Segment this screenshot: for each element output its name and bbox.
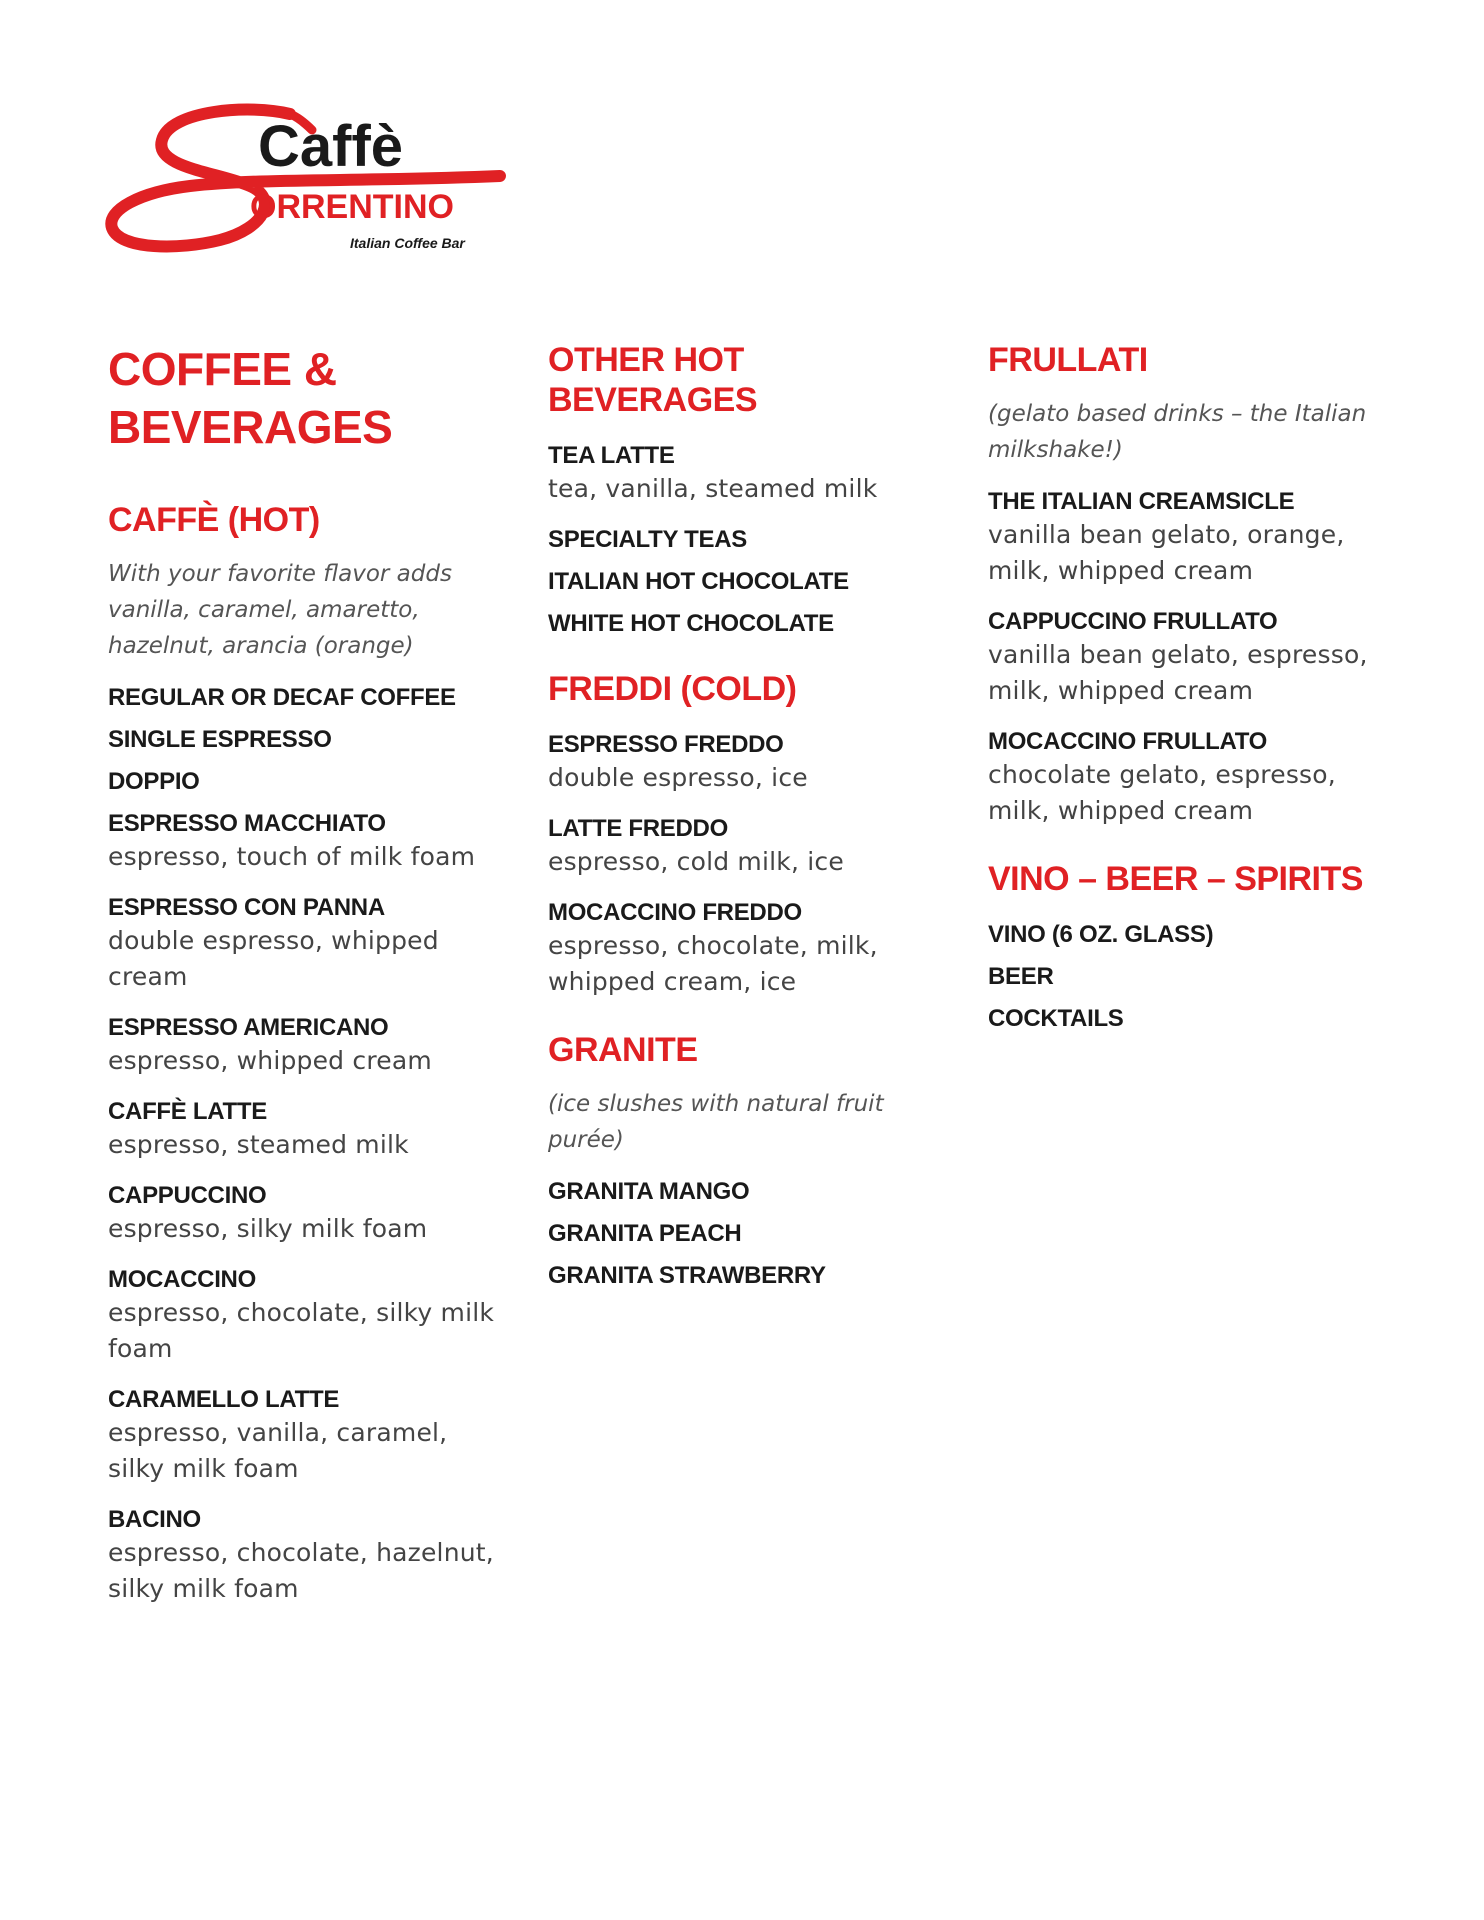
section-caffe-hot (108, 500, 508, 1607)
item-description: double espresso, ice (548, 763, 808, 792)
menu-item (108, 1504, 508, 1607)
item-name: DOPPIO (108, 768, 200, 795)
item-name: BEER (988, 963, 1054, 990)
menu-item (108, 1384, 508, 1487)
item-name: ESPRESSO CON PANNA (108, 894, 385, 921)
item-description: espresso, touch of milk foam (108, 842, 476, 871)
menu-item (108, 766, 508, 797)
menu-item (988, 1003, 1388, 1034)
section-title: VINO – BEER – SPIRITS (988, 860, 1363, 898)
item-name: GRANITA STRAWBERRY (548, 1262, 826, 1289)
item-name: MOCACCINO FRULLATO (988, 728, 1268, 755)
menu-item (548, 1260, 948, 1291)
menu-item (108, 1012, 508, 1079)
item-name: CAPPUCCINO (108, 1182, 267, 1209)
item-name: GRANITA PEACH (548, 1220, 742, 1247)
item-description: espresso, chocolate, silky milk foam (108, 1298, 495, 1363)
brand-logo (100, 100, 510, 270)
item-name: GRANITA MANGO (548, 1178, 750, 1205)
item-description: espresso, vanilla, caramel, silky milk foam (108, 1418, 448, 1483)
section-granite (548, 1030, 948, 1291)
section-note: (ice slushes with natural fruit purée) (548, 1091, 884, 1153)
menu-item (108, 724, 508, 755)
menu-item (548, 608, 948, 639)
item-name: CARAMELLO LATTE (108, 1386, 340, 1413)
page-title (108, 340, 508, 456)
item-description: espresso, steamed milk (108, 1130, 409, 1159)
section-vino-beer-spirits (988, 859, 1388, 1034)
item-description: espresso, chocolate, hazelnut, silky milk foam (108, 1538, 494, 1603)
item-description: espresso, whipped cream (108, 1046, 432, 1075)
section-title: FRULLATI (988, 341, 1148, 379)
menu-item (108, 892, 508, 995)
item-description: double espresso, whipped cream (108, 926, 439, 991)
menu-item (108, 808, 508, 875)
item-name: ESPRESSO AMERICANO (108, 1014, 389, 1041)
logo-graphic (100, 100, 510, 270)
item-name: WHITE HOT CHOCOLATE (548, 610, 834, 637)
menu-item (548, 813, 948, 880)
item-name: ESPRESSO FREDDO (548, 731, 784, 758)
item-description: chocolate gelato, espresso, milk, whipped cream (988, 760, 1336, 825)
page-title-line-1: COFFEE & (108, 343, 337, 395)
menu-column-2 (548, 340, 948, 1321)
section-other-hot-beverages (548, 340, 948, 639)
menu-item (988, 486, 1388, 589)
section-note: With your favorite flavor adds vanilla, caramel, amaretto, hazelnut, arancia (orange) (108, 561, 452, 659)
item-name: SPECIALTY TEAS (548, 526, 747, 553)
item-name: MOCACCINO (108, 1266, 256, 1293)
section-title: FREDDI (COLD) (548, 670, 797, 708)
item-description: espresso, cold milk, ice (548, 847, 844, 876)
item-description: tea, vanilla, steamed milk (548, 474, 878, 503)
item-description: espresso, silky milk foam (108, 1214, 428, 1243)
menu-item (988, 919, 1388, 950)
section-title: GRANITE (548, 1031, 698, 1069)
menu-item (988, 961, 1388, 992)
item-name: REGULAR OR DECAF COFFEE (108, 684, 456, 711)
section-frullati (988, 340, 1388, 829)
menu-item (108, 1264, 508, 1367)
menu-item (548, 440, 948, 507)
menu-column-1 (108, 340, 508, 1637)
item-name: THE ITALIAN CREAMSICLE (988, 488, 1295, 515)
item-name: CAFFÈ LATTE (108, 1098, 267, 1125)
menu-item (108, 1180, 508, 1247)
page-title-line-2: BEVERAGES (108, 401, 393, 453)
menu-item (108, 1096, 508, 1163)
section-freddi-cold (548, 669, 948, 1000)
item-name: VINO (6 OZ. GLASS) (988, 921, 1214, 948)
item-description: vanilla bean gelato, espresso, milk, whipped cream (988, 640, 1368, 705)
logo-tagline: Italian Coffee Bar (350, 235, 465, 251)
menu-item (988, 606, 1388, 709)
menu-item (548, 897, 948, 1000)
menu-item (548, 1176, 948, 1207)
item-name: LATTE FREDDO (548, 815, 728, 842)
section-title: CAFFÈ (HOT) (108, 501, 320, 539)
item-name: BACINO (108, 1506, 201, 1533)
menu-column-3 (988, 340, 1388, 1064)
item-name: COCKTAILS (988, 1005, 1124, 1032)
item-description: espresso, chocolate, milk, whipped cream, ice (548, 931, 878, 996)
item-description: vanilla bean gelato, orange, milk, whipped cream (988, 520, 1345, 585)
menu-item (108, 682, 508, 713)
item-name: TEA LATTE (548, 442, 675, 469)
logo-word-orrentino: ORRENTINO (250, 188, 454, 226)
item-name: ITALIAN HOT CHOCOLATE (548, 568, 849, 595)
menu-item (548, 566, 948, 597)
menu-item (548, 524, 948, 555)
item-name: ESPRESSO MACCHIATO (108, 810, 386, 837)
menu-item (988, 726, 1388, 829)
item-name: CAPPUCCINO FRULLATO (988, 608, 1278, 635)
item-name: SINGLE ESPRESSO (108, 726, 332, 753)
section-note: (gelato based drinks – the Italian milkshake!) (988, 401, 1367, 463)
menu-item (548, 1218, 948, 1249)
item-name: MOCACCINO FREDDO (548, 899, 802, 926)
menu-item (548, 729, 948, 796)
section-title: OTHER HOT BEVERAGES (548, 341, 757, 419)
logo-word-caffe: Caffè (258, 114, 404, 179)
